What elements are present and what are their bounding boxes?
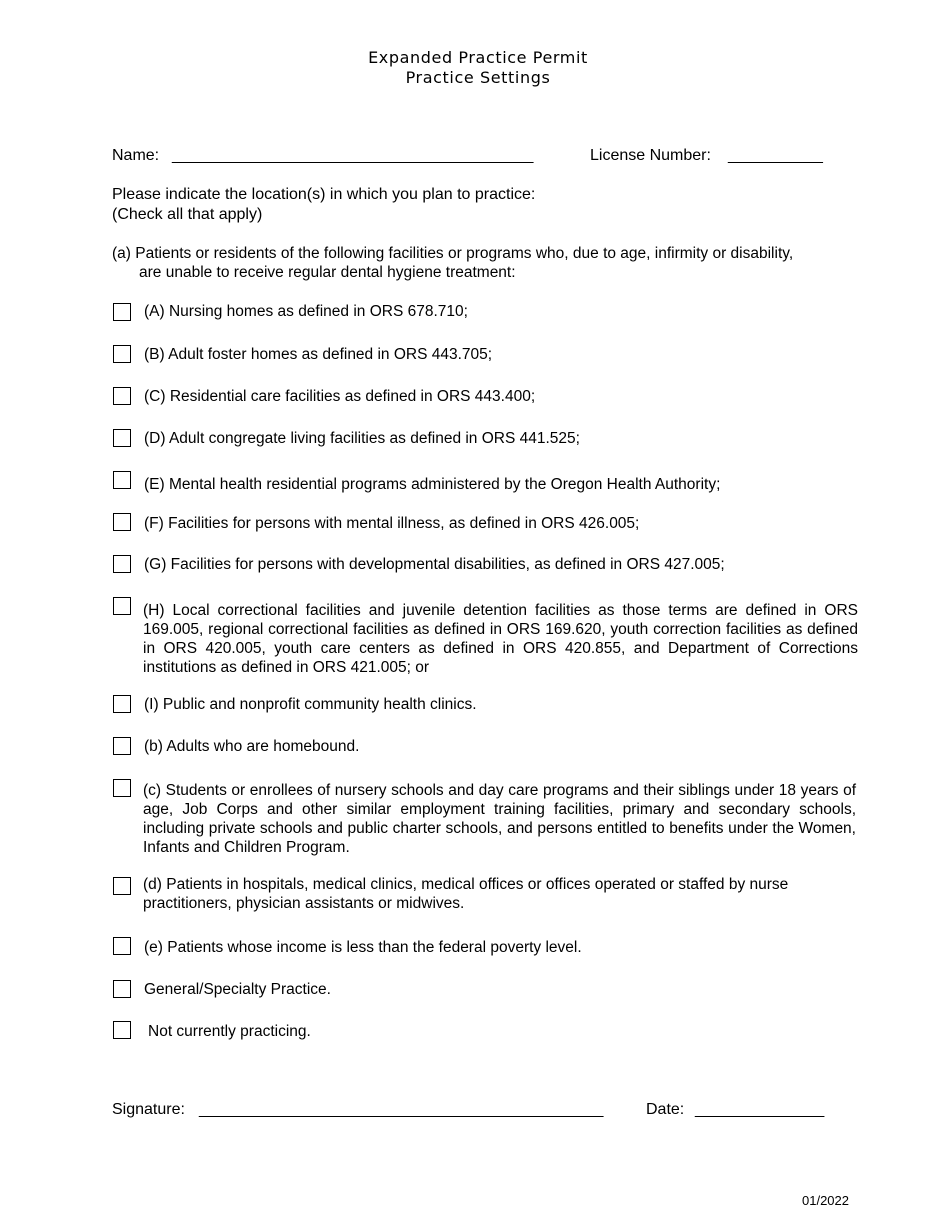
name-field[interactable]: __________________________________________	[172, 147, 534, 164]
option-developmental-disabilities: (G) Facilities for persons with developmental disabilities, as defined in ORS 427.005;	[144, 556, 725, 573]
form-revision-date: 01/2022	[802, 1193, 849, 1208]
checkbox-homebound-adults[interactable]	[113, 737, 131, 755]
checkbox-residential-care[interactable]	[113, 387, 131, 405]
signature-field[interactable]: _______________________________________________	[199, 1101, 604, 1118]
checkbox-adult-congregate-living[interactable]	[113, 429, 131, 447]
checkbox-nursing-homes[interactable]	[113, 303, 131, 321]
option-residential-care: (C) Residential care facilities as defined in ORS 443.400;	[144, 388, 536, 405]
checkbox-mental-illness-facilities[interactable]	[113, 513, 131, 531]
form-subtitle: Practice Settings	[405, 68, 551, 87]
option-hospital-patients: (d) Patients in hospitals, medical clinics, medical offices or offices operated or staffed by nurse practitioners, physician assistants or midwives.	[143, 876, 789, 912]
section-a-line-2: are unable to receive regular dental hygiene treatment:	[139, 264, 516, 281]
checkbox-students-enrollees[interactable]	[113, 779, 131, 797]
option-students-enrollees: (c) Students or enrollees of nursery schools and day care programs and their siblings under 18 years of age, Job Corps and other similar employment training facilities, primary and secondary schools, including private schools and public charter schools, and persons entitled to benefits under the Women, Infants and Children Program.	[143, 782, 856, 856]
option-mental-illness-facilities: (F) Facilities for persons with mental illness, as defined in ORS 426.005;	[144, 515, 640, 532]
checkbox-adult-foster-homes[interactable]	[113, 345, 131, 363]
signature-label: Signature:	[112, 1101, 185, 1118]
date-field[interactable]: _______________	[695, 1101, 824, 1118]
checkbox-mental-health-residential[interactable]	[113, 471, 131, 489]
option-nursing-homes: (A) Nursing homes as defined in ORS 678.710;	[144, 303, 468, 320]
instructions-line-2: (Check all that apply)	[112, 206, 263, 223]
option-general-specialty: General/Specialty Practice.	[144, 981, 331, 998]
option-mental-health-residential: (E) Mental health residential programs administered by the Oregon Health Authority;	[144, 476, 721, 493]
license-number-field[interactable]: ___________	[728, 147, 823, 164]
form-title: Expanded Practice Permit	[368, 48, 588, 67]
checkbox-correctional-facilities[interactable]	[113, 597, 131, 615]
checkbox-general-specialty[interactable]	[113, 980, 131, 998]
option-adult-congregate-living: (D) Adult congregate living facilities as defined in ORS 441.525;	[144, 430, 580, 447]
option-community-health-clinics: (I) Public and nonprofit community health clinics.	[144, 696, 477, 713]
checkbox-not-practicing[interactable]	[113, 1021, 131, 1039]
option-adult-foster-homes: (B) Adult foster homes as defined in ORS 443.705;	[144, 346, 493, 363]
option-not-practicing: Not currently practicing.	[148, 1023, 311, 1040]
section-a-intro	[112, 244, 852, 282]
instructions-line-1: Please indicate the location(s) in which you plan to practice:	[112, 186, 536, 203]
section-a-line-1: (a) Patients or residents of the following facilities or programs who, due to age, infirmity or disability,	[112, 245, 794, 262]
checkbox-hospital-patients[interactable]	[113, 877, 131, 895]
option-correctional-facilities: (H) Local correctional facilities and juvenile detention facilities as those terms are defined in ORS 169.005, regional correctional facilities as defined in ORS 169.620, youth correction facilities as defined in ORS 420.005, youth care centers as defined in ORS 420.855, and Department of Corrections institutions as defined in ORS 421.005; or	[143, 602, 858, 676]
name-label: Name:	[112, 147, 160, 164]
option-homebound-adults: (b) Adults who are homebound.	[144, 738, 360, 755]
license-number-label: License Number:	[590, 147, 711, 164]
checkbox-developmental-disabilities[interactable]	[113, 555, 131, 573]
date-label: Date:	[646, 1101, 685, 1118]
checkbox-poverty-level[interactable]	[113, 937, 131, 955]
option-poverty-level: (e) Patients whose income is less than the federal poverty level.	[144, 939, 582, 956]
checkbox-community-health-clinics[interactable]	[113, 695, 131, 713]
